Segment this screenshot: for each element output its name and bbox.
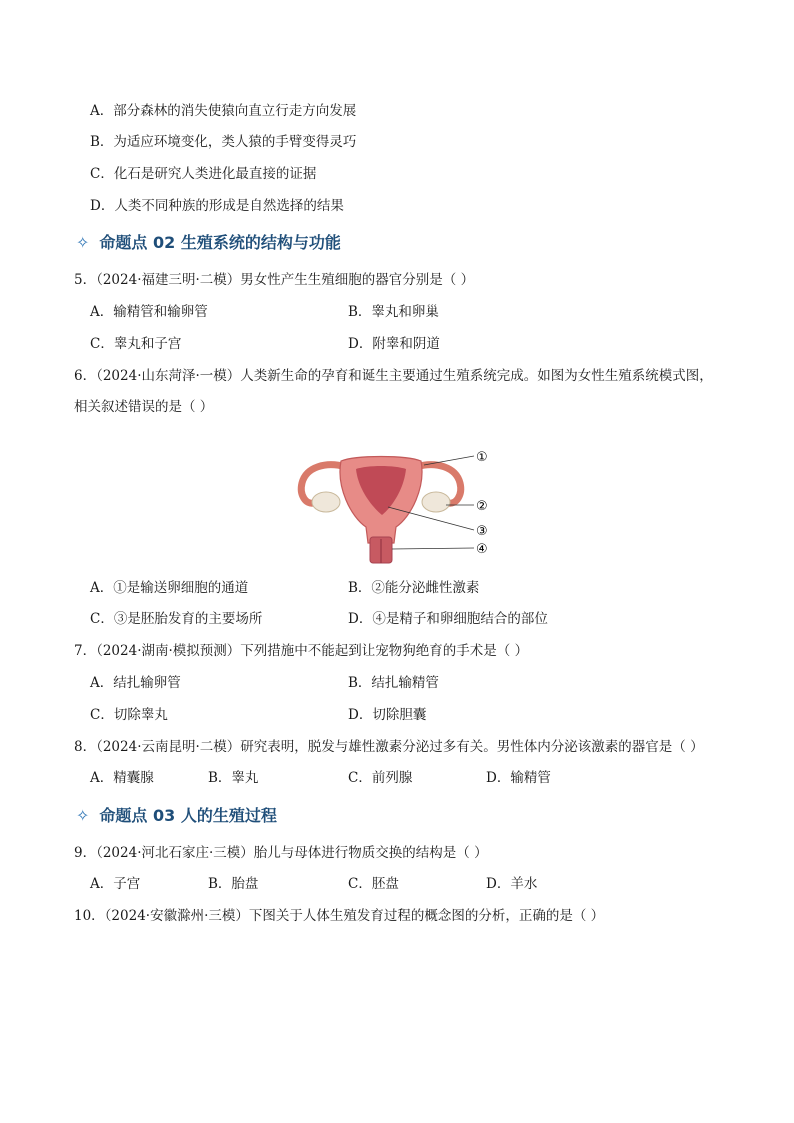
question-6-stem-line2: 相关叙述错误的是（ ） — [74, 399, 214, 415]
q8-option-c: C．前列腺 — [348, 770, 413, 786]
q8-option-a: A．精囊腺 — [90, 770, 154, 786]
q8-option-d: D．输精管 — [486, 770, 551, 786]
q5-option-d: D．附睾和阴道 — [348, 336, 440, 352]
q4-option-d: D．人类不同种族的形成是自然选择的结果 — [90, 198, 344, 214]
q7-option-d: D．切除胆囊 — [348, 707, 427, 723]
female-reproductive-system-diagram — [296, 447, 501, 565]
question-8-stem: 8．（2024·云南昆明·二模）研究表明，脱发与雄性激素分泌过多有关。男性体内分泌该激素的器官是（ ） — [74, 739, 704, 755]
question-6-stem-line1: 6．（2024·山东菏泽·一模）人类新生命的孕育和诞生主要通过生殖系统完成。如图为女性生殖系统模式图， — [74, 368, 713, 384]
q6-option-d: D．④是精子和卵细胞结合的部位 — [348, 611, 548, 627]
q6-option-a: A．①是输送卵细胞的通道 — [90, 580, 249, 596]
q7-option-b: B．结扎输精管 — [348, 675, 439, 691]
q9-option-d: D．羊水 — [486, 876, 538, 892]
q4-option-c: C．化石是研究人类进化最直接的证据 — [90, 166, 317, 182]
diagram-svg — [296, 447, 501, 565]
section-title: 命题点 02 生殖系统的结构与功能 — [99, 233, 341, 252]
diagram-label-2: ② — [476, 499, 488, 514]
q9-option-c: C．胚盘 — [348, 876, 399, 892]
section-heading-02 — [76, 232, 341, 254]
question-5-stem: 5．（2024·福建三明·二模）男女性产生生殖细胞的器官分别是（ ） — [74, 272, 475, 288]
question-9-stem: 9．（2024·河北石家庄·三模）胎儿与母体进行物质交换的结构是（ ） — [74, 845, 488, 861]
q8-option-b: B．睾丸 — [208, 770, 259, 786]
q4-option-a: A．部分森林的消失使猿向直立行走方向发展 — [90, 103, 357, 119]
section-heading-03 — [76, 805, 277, 827]
q9-option-b: B．胎盘 — [208, 876, 259, 892]
q5-option-a: A．输精管和输卵管 — [90, 304, 208, 320]
diagram-label-3: ③ — [476, 524, 488, 539]
question-10-stem: 10．（2024·安徽滁州·三模）下图关于人体生殖发育过程的概念图的分析，正确的是（ ） — [74, 908, 605, 924]
section-title: 命题点 03 人的生殖过程 — [99, 806, 277, 825]
diagram-label-4: ④ — [476, 542, 488, 557]
q7-option-c: C．切除睾丸 — [90, 707, 168, 723]
q6-option-b: B．②能分泌雌性激素 — [348, 580, 480, 596]
q9-option-a: A．子宫 — [90, 876, 141, 892]
sparkle-icon: ✧ — [76, 233, 90, 252]
sparkle-icon: ✧ — [76, 806, 90, 825]
q5-option-b: B．睾丸和卵巢 — [348, 304, 439, 320]
q4-option-b: B．为适应环境变化，类人猿的手臂变得灵巧 — [90, 134, 357, 150]
q6-option-c: C．③是胚胎发育的主要场所 — [90, 611, 263, 627]
question-7-stem: 7．（2024·湖南·模拟预测）下列措施中不能起到让宠物狗绝育的手术是（ ） — [74, 643, 529, 659]
diagram-label-1: ① — [476, 450, 488, 465]
q5-option-c: C．睾丸和子宫 — [90, 336, 182, 352]
q7-option-a: A．结扎输卵管 — [90, 675, 181, 691]
